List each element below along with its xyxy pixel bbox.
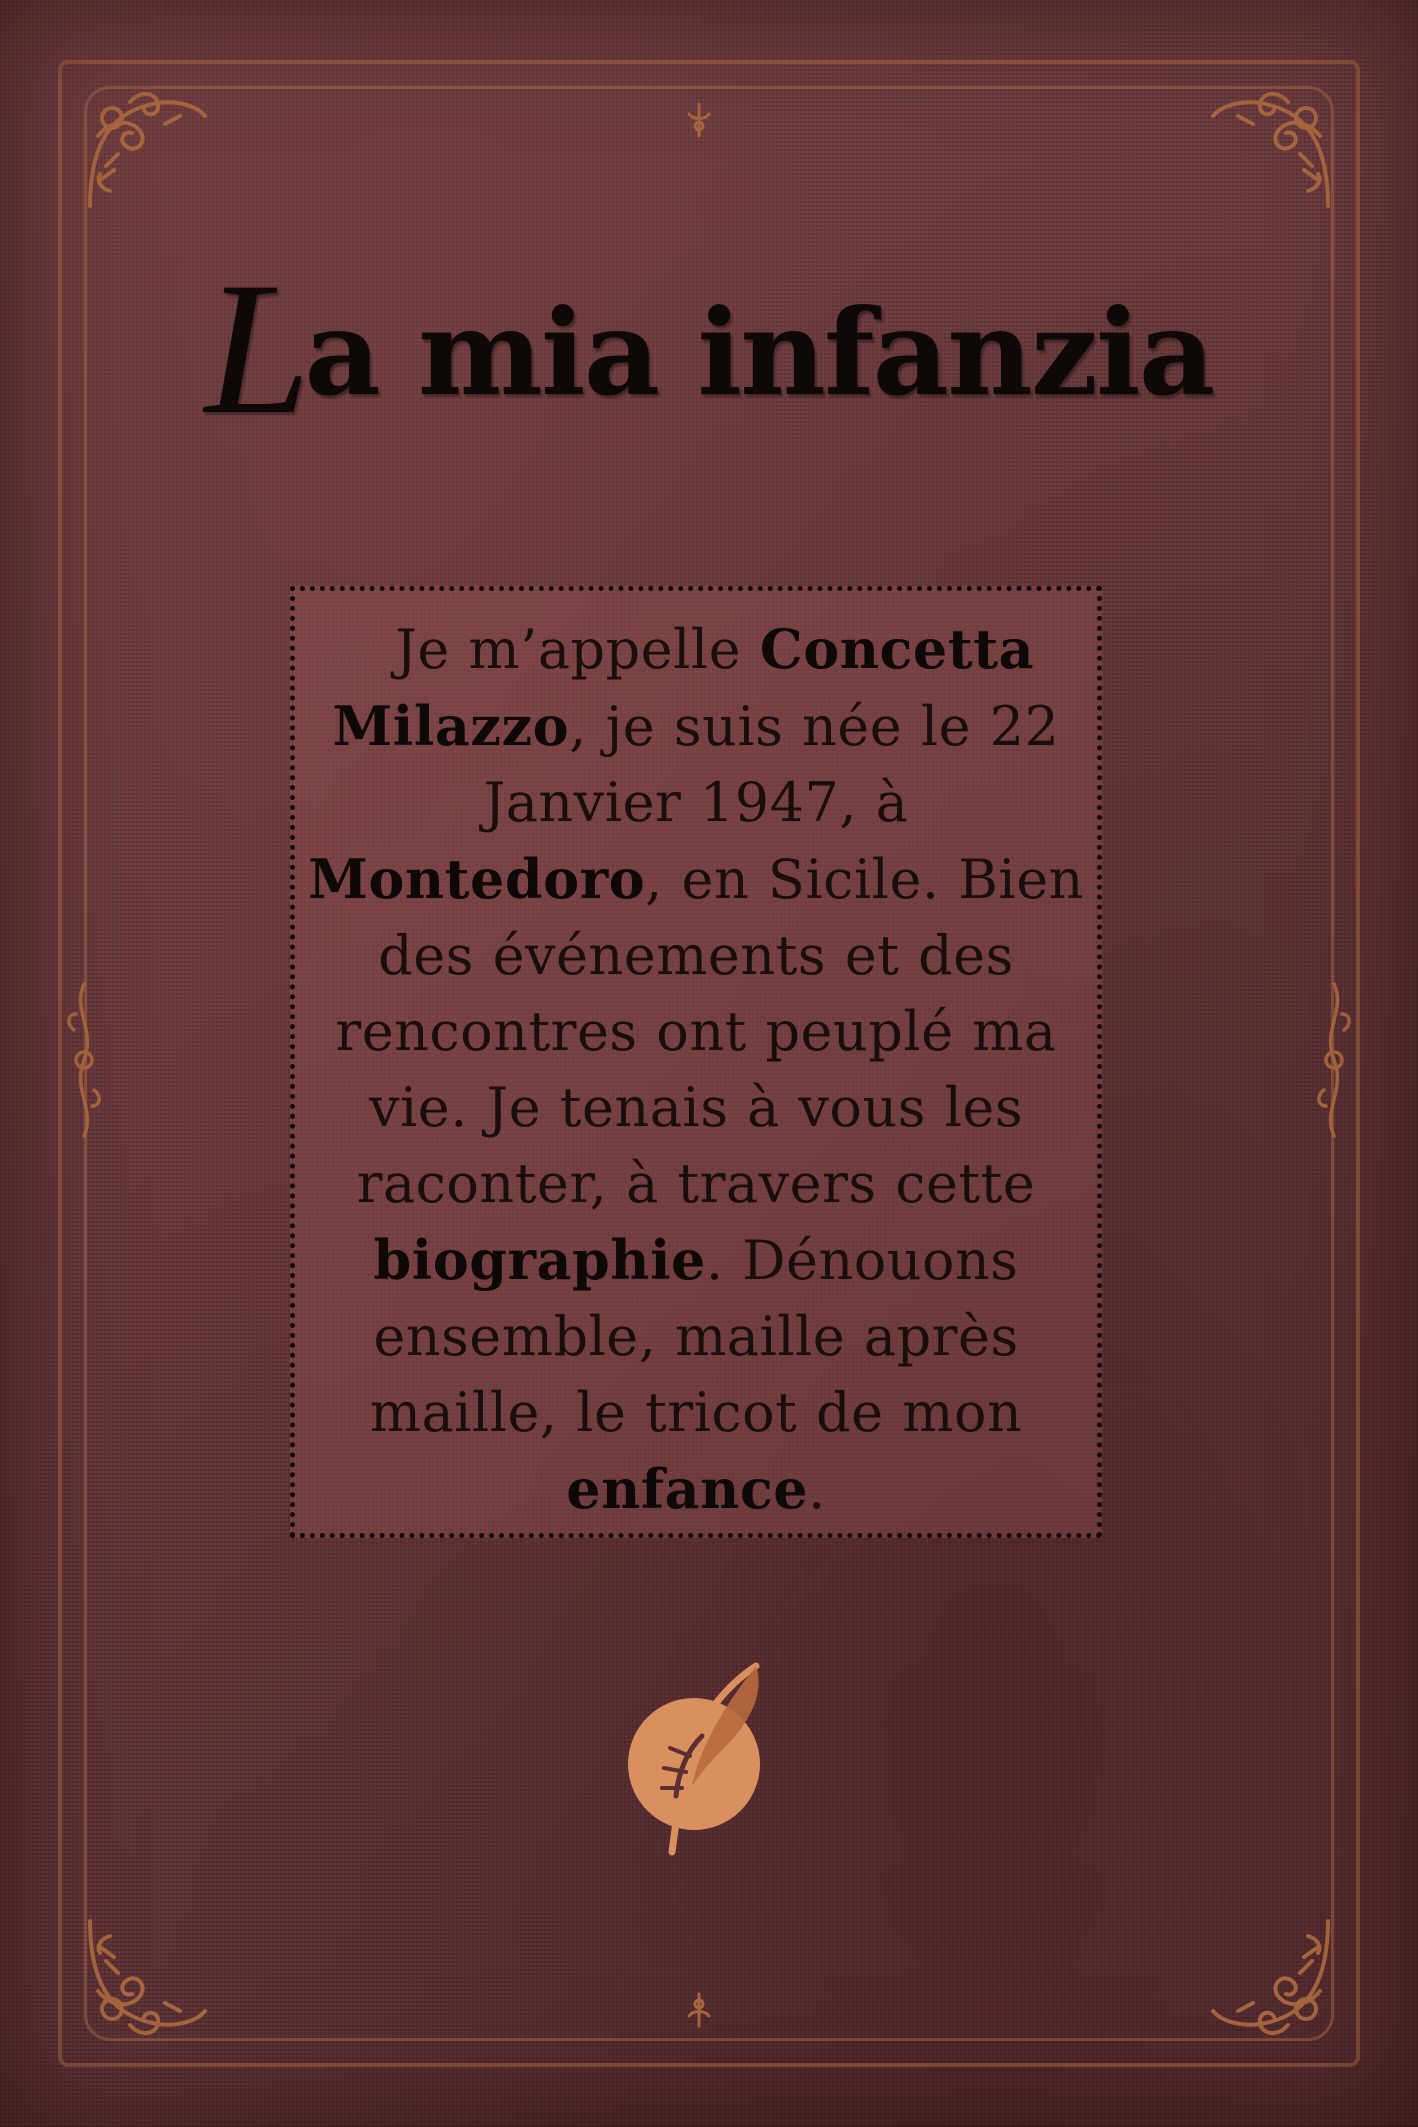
title-rest: a mia infanzia: [304, 283, 1214, 422]
emphasis-biography: biographie: [373, 1228, 706, 1292]
title-first-letter: L: [204, 244, 309, 454]
birthplace: Montedoro: [308, 847, 646, 911]
bio-text: , je suis née le 22 Janvier 1947, à: [483, 695, 1060, 834]
biography-paragraph: [301, 611, 1091, 1528]
corner-ornament-icon: [1198, 1901, 1348, 2051]
quill-feather-icon: [606, 1656, 796, 1856]
corner-ornament-icon: [1198, 76, 1348, 226]
cover-title: [0, 240, 1418, 458]
author-name: Concetta Milazzo: [332, 617, 1035, 758]
biography-text-box: [290, 586, 1102, 1538]
bio-text: . Dénouons ensemble, maille après maille, le tricot de mon: [369, 1229, 1023, 1444]
bio-text: .: [808, 1458, 826, 1521]
bio-text: Je m’appelle: [395, 618, 760, 681]
bio-text: , en Sicile. Bien des événements et des rencontres ont peuplé ma vie. Je tenais à vous les raconter, à travers cette: [335, 848, 1084, 1215]
emphasis-childhood: enfance: [566, 1457, 809, 1521]
corner-ornament-icon: [70, 76, 220, 226]
bottom-center-ornament-icon: [679, 1990, 719, 2030]
side-ornament-icon: [62, 980, 106, 1140]
side-ornament-icon: [1312, 980, 1356, 1140]
corner-ornament-icon: [70, 1901, 220, 2051]
top-center-ornament-icon: [679, 100, 719, 140]
